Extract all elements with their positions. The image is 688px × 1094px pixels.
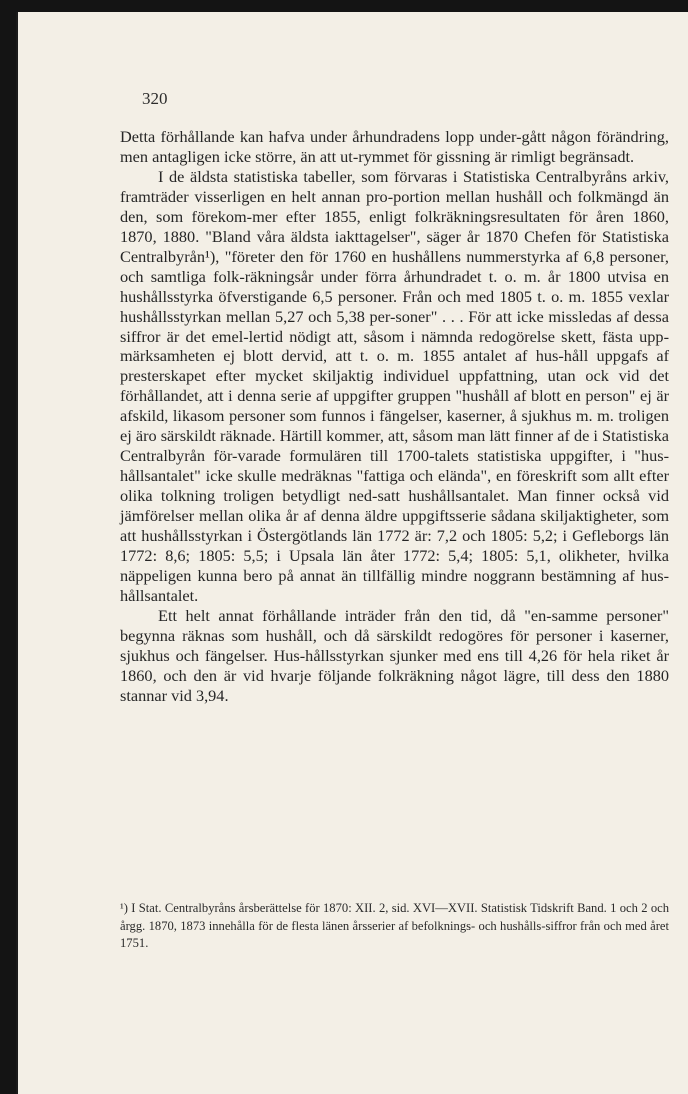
body-text — [120, 127, 669, 706]
paragraph-2: I de äldsta statistiska tabeller, som förvaras i Statistiska Centralbyråns arkiv, framträder visserligen en helt annan pro-portion mellan hushåll och folkmängd än den, som förekom-mer efter 1855, enligt folkräkningsresultaten för åren 1860, 1870, 1880. "Bland våra äldsta iakttagelser", säger år 1870 Chefen för Statistiska Centralbyrån¹), "företer den för 1760 en hushållens nummerstyrka af 6,8 personer, och samtliga folk-räkningsår under förra århundradet t. o. m. år 1800 utvisa en hushållsstyrka öfverstigande 6,5 personer. Från och med 1805 t. o. m. 1855 vexlar hushållsstyrkan mellan 5,27 och 5,38 per-soner" . . . För att icke missledas af dessa siffror är det emel-lertid nödigt att, såsom i nämnda redogörelse skett, fästa upp-märksamheten ej blott dervid, att t. o. m. 1855 antalet af hus-håll uppgafs af presterskapet efter mycket skiljaktig individuel uppfattning, utan ock vid det förhållandet, att i denna serie af uppgifter gruppen "hushåll af blott en person" ej är afskild, likasom personer som funnos i fängelser, kaserner, å sjukhus m. m. troligen ej äro särskildt räknade. Härtill kommer, att, såsom man lätt finner af de i Statistiska Centralbyrån för-varade formulären till 1700-talets statistiska uppgifter, i "hus-hållsantalet" icke skulle medräknas "fattiga och elända", en föreskrift som allt efter olika tolkning troligen betydligt ned-satt hushållsantalet. Man finner också vid jämförelser mellan olika år af denna äldre uppgiftsserie sådana skiljaktigheter, som att hushållsstyrkan i Östergötlands län 1772 är: 7,2 och 1805: 5,2; i Gefleborgs län 1772: 8,6; 1805: 5,5; i Upsala län åter 1772: 5,4; 1805: 5,1, olikheter, hvilka näppeligen kunna bero på annat än tillfällig mindre noggrann bestämning af hus-hållsantalet. — [120, 166, 669, 605]
book-page — [16, 12, 688, 1094]
footnote-text: ¹) I Stat. Centralbyråns årsberättelse för 1870: XII. 2, sid. XVI—XVII. Statistisk Tidskrift Band. 1 och 2 och årgg. 1870, 1873 innehålla för de flesta länen årsserier af befolknings- och hushålls-siffror från och med året 1751. — [120, 901, 669, 951]
paragraph-3: Ett helt annat förhållande inträder från den tid, då "en-samme personer" begynna räknas som hushåll, och då särskildt redogöres för personer i kaserner, sjukhus och fängelser. Hus-hållsstyrkan sjunker med ens till 4,26 för hela riket år 1860, och den är vid hvarje följande folkräkning något lägre, till dess den 1880 stannar vid 3,94. — [120, 605, 669, 705]
footnote — [120, 900, 669, 953]
paragraph-1: Detta förhållande kan hafva under århundradens lopp under-gått någon förändring, men antagligen icke större, än att ut-rymmet för gissning är rimligt begränsadt. — [120, 127, 669, 166]
page-number: 320 — [142, 89, 168, 108]
